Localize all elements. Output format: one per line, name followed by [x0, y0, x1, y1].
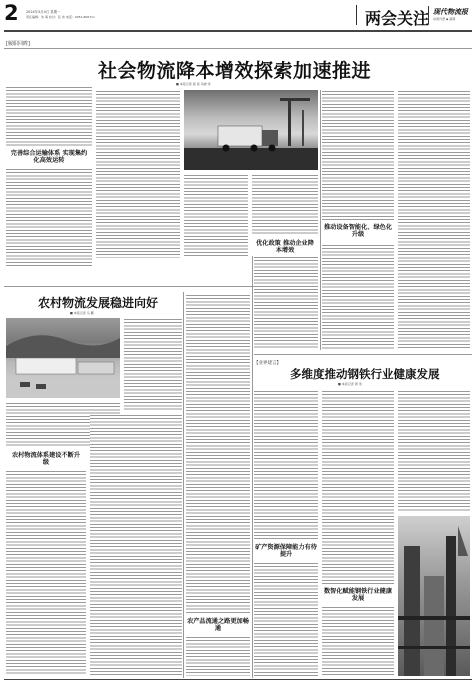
page-header: [0, 0, 476, 33]
lead-photo-port: [184, 90, 318, 170]
third-subhead-1: 矿产资源保障能力有待提升: [255, 544, 317, 558]
lead-text-col-4b: [254, 256, 318, 350]
lead-text-col-3: [184, 174, 248, 258]
third-subhead-2: 数智化赋能钢铁行业健康发展: [323, 588, 393, 602]
header-rule: [4, 30, 472, 32]
col-divider-c: [320, 90, 321, 350]
third-top-rule: [254, 354, 472, 355]
section-title: 两会关注: [365, 9, 430, 28]
second-text-col-2: [6, 470, 86, 676]
paper-logo-box: [428, 6, 472, 24]
lead-text-col-5: [322, 90, 394, 220]
third-title: 多维度推动钢铁行业健康发展: [290, 367, 440, 381]
third-text-col-2b: [322, 606, 394, 676]
lead-subhead-3: 推动设备智能化、绿色化升级: [323, 224, 393, 238]
second-text-col-4b: [186, 636, 250, 676]
second-title: 农村物流发展稳进向好: [38, 296, 159, 310]
column-tag: [履职回眸]: [6, 41, 30, 47]
col-divider-a: [183, 292, 184, 678]
second-text-col-4: [186, 294, 250, 614]
lead-text-col-4: [252, 174, 318, 236]
third-text-col-3: [398, 390, 470, 512]
third-text-col-1: [254, 390, 318, 540]
lead-title: 社会物流降本增效探索加速推进: [98, 60, 372, 82]
paper-sub: 每周刊登 ◆ 第期: [433, 17, 456, 21]
date-line: 2024年3月4日 星期一: [26, 10, 61, 14]
third-byline: ■ 本报记者 周 涛: [338, 382, 362, 386]
footer-rule: [4, 679, 472, 680]
second-text-col-1: [124, 318, 182, 410]
third-text-col-2: [322, 390, 394, 584]
lead-text-col-1b: [6, 168, 92, 268]
third-text-col-1b: [254, 562, 318, 676]
lead-subhead-2: 优化政策 推动企业降本增效: [256, 240, 314, 254]
second-subhead-1: 农村物流体系建设不断升级: [11, 452, 81, 466]
page-number: 2: [4, 1, 19, 25]
third-photo-steel-plant: [398, 516, 470, 676]
col-divider-b: [252, 256, 253, 678]
second-byline: ■ 本报记者 马 鹏: [70, 311, 94, 315]
lead-text-col-2: [96, 90, 180, 258]
third-tag: 【业界建言】: [254, 361, 281, 366]
lead-byline: ■ 本报记者 程 寅 马晓 洋: [176, 82, 211, 86]
lead-subhead-1: 完善综合运输体系 实现集约化高效运转: [10, 150, 88, 164]
second-text-col-3: [90, 414, 182, 676]
warehouse-illustration: [6, 318, 120, 398]
truck-illustration: [184, 90, 318, 170]
second-subhead-2: 农产品流通之路更加畅通: [187, 618, 249, 632]
lead-text-col-6: [398, 90, 470, 350]
header-divider-block: [356, 5, 357, 25]
tag-rule: [4, 48, 472, 49]
steel-plant-illustration: [398, 516, 470, 676]
editor-line: 责任编辑：朱 海 校对：张 伟 电话：0451-8007xx: [26, 15, 95, 19]
paper-name: 现代物流报: [433, 7, 468, 16]
lead-text-col-5b: [322, 244, 394, 350]
lead-text-col-1: [6, 86, 92, 148]
second-photo-logistics-park: [6, 318, 120, 398]
